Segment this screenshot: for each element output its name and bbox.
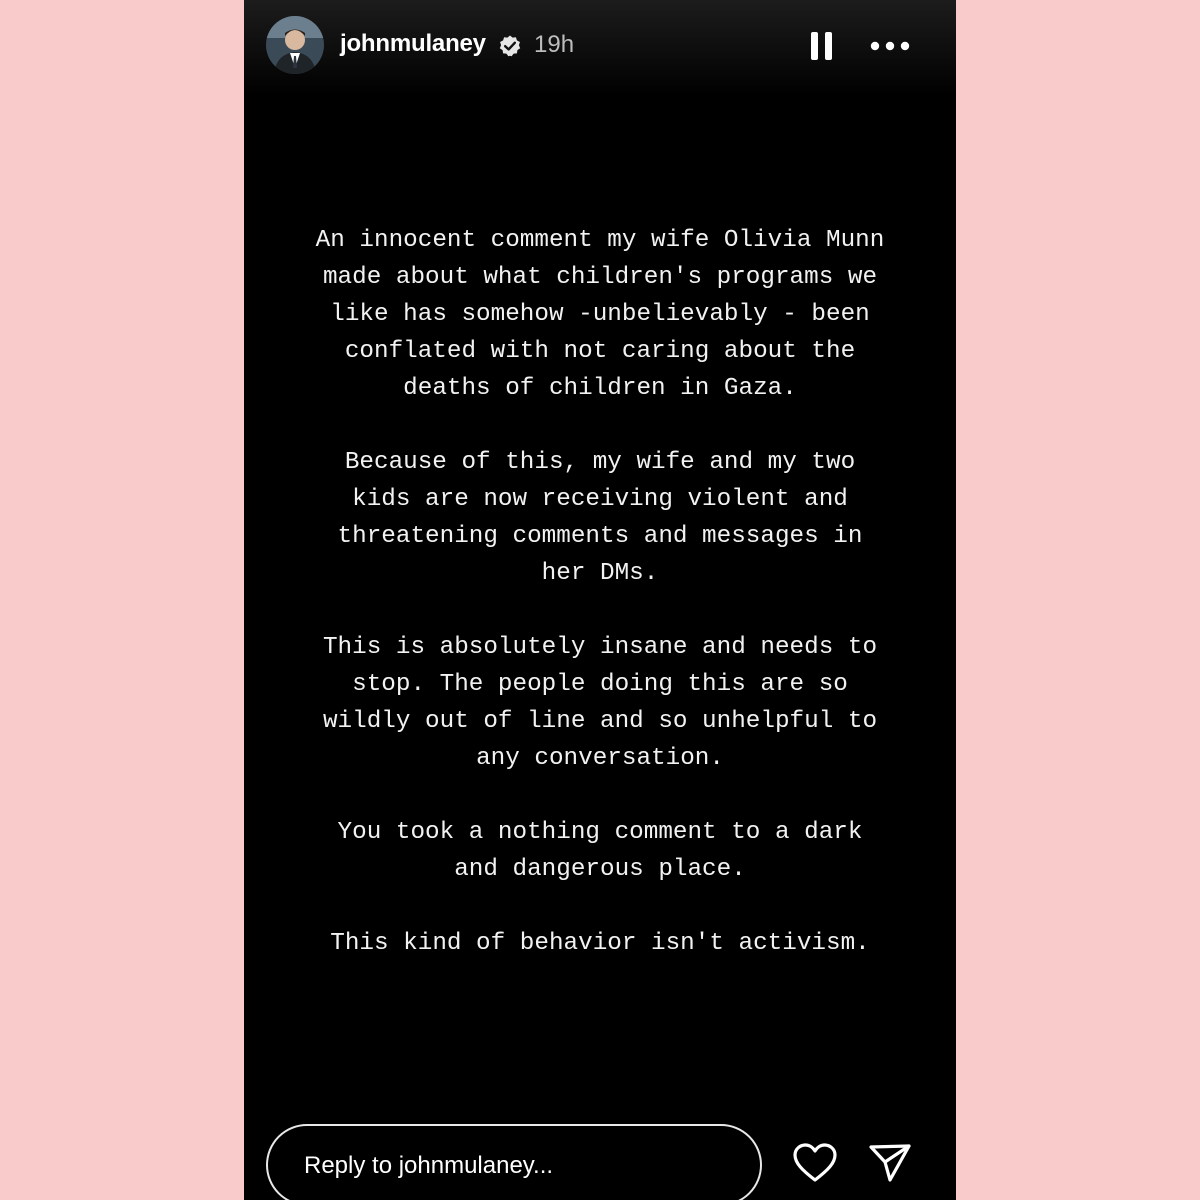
story-paragraph: An innocent comment my wife Olivia Munn made about what children's programs we like has somehow -unbelievably - been conflated with not caring about the deaths of children in Gaza. [315,227,885,402]
avatar[interactable] [266,16,324,74]
verified-badge-icon [498,34,522,58]
username[interactable]: johnmulaney [340,30,486,57]
story-text [244,222,956,999]
story-paragraph: Because of this, my wife and my two kids are now receiving violent and threatening comments and messages in her DMs. [337,449,863,587]
story-viewer [244,0,956,1200]
reply-input[interactable] [304,1148,734,1184]
pause-icon[interactable] [806,28,838,64]
story-header [244,0,956,96]
story-timestamp: 19h [534,31,575,58]
story-paragraph: This is absolutely insane and needs to stop. The people doing this are so wildly out of line and so unhelpful to any conversation. [322,634,878,772]
heart-icon[interactable] [792,1142,838,1184]
reply-box[interactable] [266,1124,762,1200]
send-icon[interactable] [868,1142,912,1184]
story-paragraph: This kind of behavior isn't activism. [330,930,870,957]
more-options-icon[interactable] [866,30,914,62]
story-paragraph: You took a nothing comment to a dark and dangerous place. [337,819,863,883]
